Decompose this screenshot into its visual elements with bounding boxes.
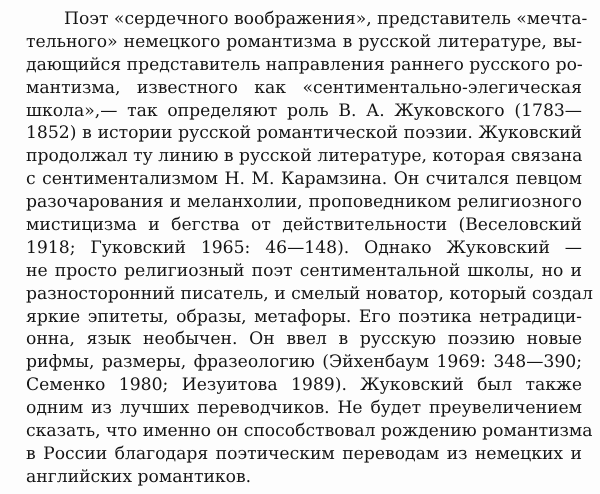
text-line: 1918; Гуковский 1965: 46—148). Однако Жуковский —	[26, 237, 582, 258]
text-line: мантизма, известного как «сентиментально-элегическая	[26, 77, 582, 98]
text-line: одним из лучших переводчиков. Не будет преувеличением	[26, 398, 582, 419]
text-line: продолжал ту линию в русской литературе, которая связана	[26, 146, 583, 167]
text-line: не просто религиозный поэт сентиментальной школы, но и	[26, 260, 582, 281]
text-line: в России благодаря поэтическим переводам из немецких и	[26, 443, 582, 464]
text-line: дающийся представитель направления раннего русского ро-	[26, 54, 583, 75]
text-line: тельного» немецкого романтизма в русской литературе, вы-	[26, 31, 582, 52]
text-line: мистицизма и бегства от действительности (Веселовский	[26, 215, 582, 236]
body-paragraph	[26, 8, 593, 489]
text-line: сказать, что именно он способствовал рождению романтизма	[26, 421, 593, 442]
text-line: онна, язык необычен. Он ввел в русскую поэзию новые	[26, 329, 582, 350]
text-line: разочарования и меланхолии, проповедником религиозного	[26, 192, 582, 213]
text-line: английских романтиков.	[26, 466, 252, 487]
text-line: школа»,— так определяют роль В. А. Жуковского (1783—	[26, 100, 582, 121]
text-line: Поэт «сердечного воображения», представитель «мечта-	[64, 9, 588, 29]
text-line: 1852) в истории русской романтической поэзии. Жуковский	[26, 123, 582, 144]
text-line: разносторонний писатель, и смелый новатор, который создал	[26, 283, 593, 304]
text-line: с сентиментализмом Н. М. Карамзина. Он считался певцом	[26, 169, 582, 190]
text-line: рифмы, размеры, фразеологию (Эйхенбаум 1969: 348—390;	[26, 352, 582, 373]
text-line: Семенко 1980; Иезуитова 1989). Жуковский был также	[26, 375, 582, 396]
text-line: яркие эпитеты, образы, метафоры. Его поэтика нетрадици-	[26, 306, 582, 327]
